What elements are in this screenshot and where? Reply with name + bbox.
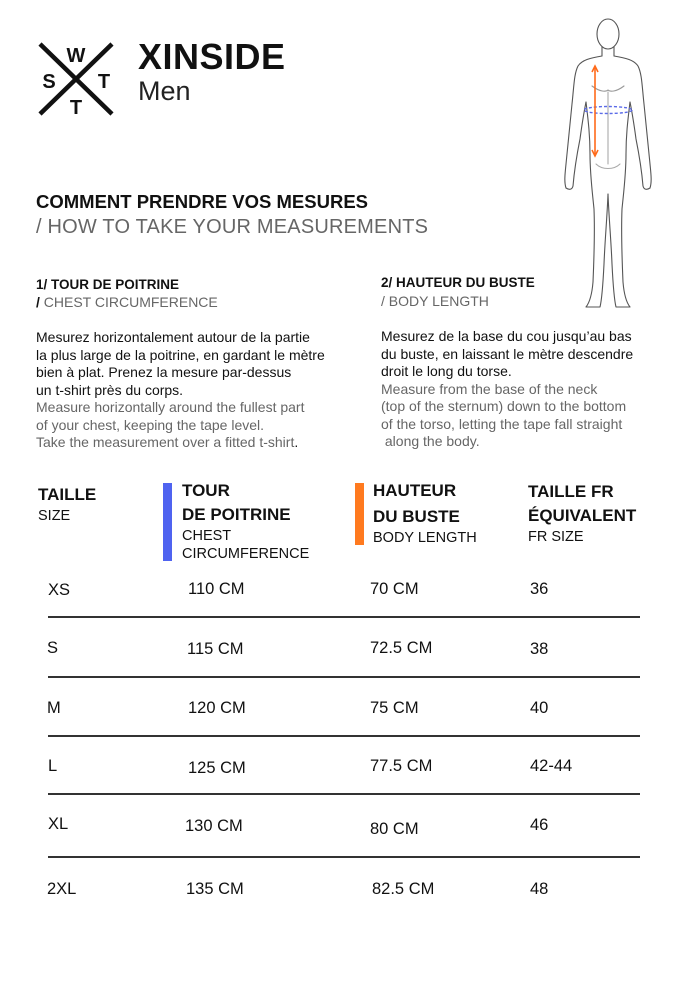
text-line: la plus large de la poitrine, en gardant le mètre: [36, 346, 325, 363]
text-line: Measure from the base of the neck: [381, 380, 598, 397]
text-line: du buste, en laissant le mètre descendre: [381, 345, 634, 362]
section-length-title: 2/ HAUTEUR DU BUSTE: [381, 275, 535, 290]
table-cell-length: 72.5 CM: [370, 639, 433, 657]
section-chest-title: 1/ TOUR DE POITRINE: [36, 277, 180, 292]
length-color-bar: [355, 483, 364, 545]
table-cell-fr: 46: [530, 816, 549, 834]
table-cell-size: 2XL: [47, 880, 77, 898]
column-header-length-title-1: HAUTEUR: [373, 481, 457, 500]
brand-logo-icon: [36, 40, 116, 118]
table-cell-size: L: [48, 757, 58, 775]
page-subtitle: / HOW TO TAKE YOUR MEASUREMENTS: [36, 216, 429, 238]
section-chest-subtitle-slash: /: [36, 294, 40, 310]
section-length-text: [381, 328, 681, 451]
logo-letter-bottom: T: [69, 97, 83, 118]
table-cell-size: S: [47, 639, 59, 657]
row-divider: [48, 676, 640, 678]
table-cell-chest: 110 CM: [188, 580, 245, 598]
section-chest-text: [36, 329, 356, 452]
brand-name: XINSIDE: [138, 36, 286, 77]
text-line: Measure horizontally around the fullest part: [36, 399, 305, 415]
column-header-fr-size: [528, 480, 636, 546]
row-divider: [48, 856, 640, 858]
column-header-size: [38, 483, 96, 525]
row-divider: [48, 793, 640, 795]
table-cell-length: 82.5 CM: [372, 880, 435, 898]
text-line: [36, 434, 356, 452]
table-cell-length: 80 CM: [370, 820, 419, 838]
body-measurement-figure-icon: [560, 14, 660, 314]
column-header-size-title: TAILLE: [38, 485, 97, 504]
column-header-chest-sub-1: CHEST: [182, 528, 232, 544]
logo-letter-top: W: [66, 45, 86, 67]
table-cell-chest: 125 CM: [188, 759, 246, 777]
column-header-chest-sub-2: CIRCUMFERENCE: [182, 546, 310, 562]
brand-subtitle: Men: [138, 76, 191, 106]
column-header-length-title-2: DU BUSTE: [373, 507, 460, 526]
text-line: un t-shirt près du corps.: [36, 381, 184, 398]
column-header-fr-sub: FR SIZE: [528, 529, 584, 545]
column-header-fr-title-2: ÉQUIVALENT: [528, 506, 637, 525]
text-line: (top of the sternum) down to the bottom: [381, 398, 627, 414]
table-cell-length: 77.5 CM: [370, 757, 433, 775]
table-cell-size: XL: [48, 815, 69, 833]
table-cell-size: M: [47, 699, 61, 717]
table-cell-fr: 38: [530, 640, 549, 658]
table-cell-length: 75 CM: [370, 699, 419, 717]
section-chest-subtitle-text: CHEST CIRCUMFERENCE: [39, 294, 218, 310]
table-cell-chest: 115 CM: [187, 640, 244, 658]
text-line-en: Take the measurement over a fitted t-shirt: [36, 434, 295, 450]
table-cell-chest: 135 CM: [186, 880, 244, 898]
text-line: Mesurez horizontalement autour de la partie: [36, 329, 310, 345]
table-cell-fr: 48: [530, 880, 549, 898]
column-header-length: [373, 479, 477, 547]
row-divider: [48, 616, 640, 618]
logo-letter-right: T: [97, 71, 111, 93]
text-line: of your chest, keeping the tape level.: [36, 416, 265, 433]
text-line: of the torso, letting the tape fall straight: [381, 415, 623, 432]
table-cell-chest: 130 CM: [185, 817, 243, 835]
column-header-chest-title-1: TOUR: [182, 481, 230, 500]
table-cell-length: 70 CM: [370, 580, 419, 598]
text-line: droit le long du torse.: [381, 363, 512, 379]
text-line-period: .: [294, 434, 299, 450]
column-header-chest-title-2: DE POITRINE: [182, 505, 291, 524]
section-length-subtitle: / BODY LENGTH: [381, 293, 489, 309]
section-chest-subtitle: [36, 294, 218, 310]
table-cell-fr: 36: [530, 580, 549, 598]
table-cell-fr: 42-44: [530, 757, 573, 775]
table-cell-size: XS: [48, 581, 71, 599]
text-line: along the body.: [381, 433, 480, 449]
column-header-size-sub: SIZE: [38, 508, 71, 524]
chest-color-bar: [163, 483, 172, 561]
column-header-length-sub: BODY LENGTH: [373, 530, 477, 546]
page-title: COMMENT PRENDRE VOS MESURES: [36, 191, 369, 212]
text-line: bien à plat. Prenez la mesure par-dessus: [36, 364, 292, 380]
column-header-fr-title-1: TAILLE FR: [528, 482, 614, 501]
row-divider: [48, 735, 640, 737]
table-cell-chest: 120 CM: [188, 699, 246, 717]
table-cell-fr: 40: [530, 699, 549, 717]
column-header-chest: [182, 479, 309, 563]
logo-letter-left: S: [42, 71, 56, 93]
text-line: Mesurez de la base du cou jusqu’au bas: [381, 328, 632, 344]
